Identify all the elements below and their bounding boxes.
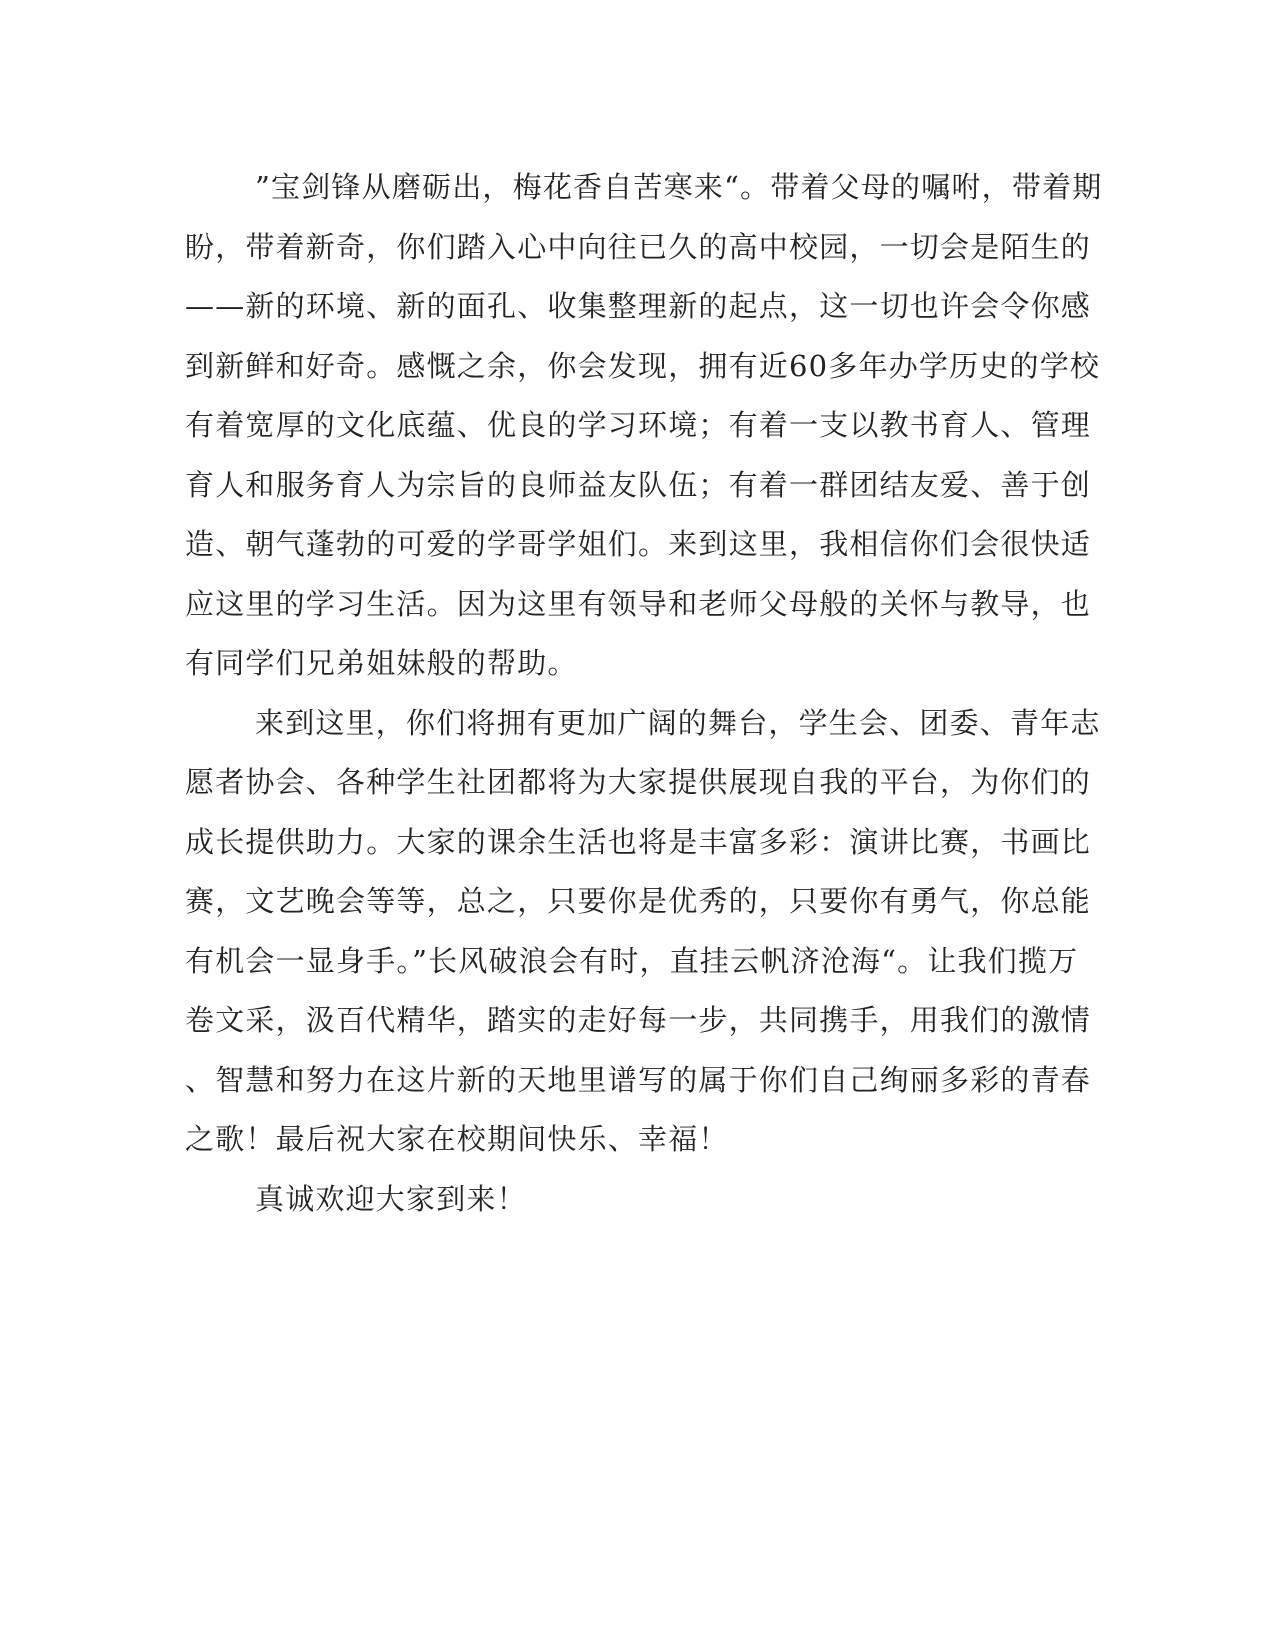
- text-line-paragraph-2-start: 来到这里，你们将拥有更加广阔的舞台，学生会、团委、青年志: [255, 705, 1101, 740]
- text-line: 卷文采，汲百代精华，踏实的走好每一步，共同携手，用我们的激情: [185, 1003, 1092, 1037]
- text-line: ——新的环境、新的面孔、收集整理新的起点，这一切也许会令你感: [185, 289, 1092, 323]
- text-line-closing: 真诚欢迎大家到来！: [255, 1181, 527, 1216]
- text-line: 应这里的学习生活。因为这里有领导和老师父母般的关怀与教导，也: [185, 586, 1092, 621]
- text-line: 成长提供助力。大家的课余生活也将是丰富多彩：演讲比赛，书画比: [185, 824, 1092, 859]
- text-line: 到新鲜和好奇。感慨之余，你会发现，拥有近60多年办学历史的学校: [185, 348, 1101, 383]
- text-line: 赛，文艺晚会等等，总之，只要你是优秀的，只要你有勇气，你总能: [185, 884, 1092, 918]
- text-line: 有同学们兄弟姐妹般的帮助。: [185, 646, 578, 680]
- text-line: 造、朝气蓬勃的可爱的学哥学姐们。来到这里，我相信你们会很快适: [185, 527, 1092, 561]
- text-line: 、智慧和努力在这片新的天地里谱写的属于你们自己绚丽多彩的青春: [185, 1062, 1092, 1097]
- document-body: [185, 158, 1103, 1229]
- text-line-paragraph-1-start: ”宝剑锋从磨砺出，梅花香自苦寒来“。带着父母的嘱咐，带着期: [255, 170, 1103, 204]
- text-line: 盼，带着新奇，你们踏入心中向往已久的高中校园，一切会是陌生的: [185, 229, 1092, 264]
- text-line: 有机会一显身手。”长风破浪会有时，直挂云帆济沧海“。让我们揽万: [185, 943, 1079, 978]
- text-line: 有着宽厚的文化底蕴、优良的学习环境；有着一支以教书育人、管理: [185, 408, 1092, 442]
- text-line: 愿者协会、各种学生社团都将为大家提供展现自我的平台，为你们的: [185, 765, 1092, 799]
- text-line: 之歌！最后祝大家在校期间快乐、幸福！: [185, 1122, 729, 1156]
- text-line: 育人和服务育人为宗旨的良师益友队伍；有着一群团结友爱、善于创: [185, 467, 1092, 502]
